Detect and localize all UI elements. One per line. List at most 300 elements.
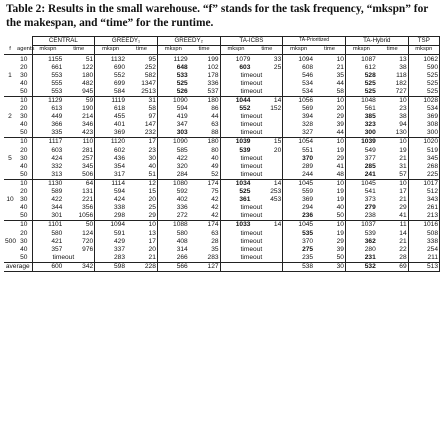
mkspn-cell: 235 xyxy=(283,253,314,262)
agents-cell: 20 xyxy=(16,63,32,71)
time-cell: 38 xyxy=(377,113,408,121)
agents-cell: 30 xyxy=(16,237,32,245)
mkspn-cell: 1044 xyxy=(220,96,251,105)
time-cell: 253 xyxy=(251,188,282,196)
mkspn-cell: 362 xyxy=(345,237,376,245)
time-header: time xyxy=(189,46,220,55)
tsp-mkspn-cell: 300 xyxy=(408,129,439,138)
time-cell: 40 xyxy=(314,204,345,212)
time-cell: 75 xyxy=(189,188,220,196)
time-cell: 356 xyxy=(63,204,94,212)
mkspn-cell: 534 xyxy=(283,88,314,97)
timeout-cell: timeout xyxy=(220,113,283,121)
average-label: average xyxy=(4,262,32,271)
subheader-row xyxy=(4,46,440,55)
agents-cell: 50 xyxy=(16,129,32,138)
mkspn-cell: 280 xyxy=(345,245,376,253)
time-header: time xyxy=(314,46,345,55)
agents-cell: 30 xyxy=(16,154,32,162)
mkspn-cell: 525 xyxy=(345,88,376,97)
mkspn-cell: 1054 xyxy=(283,138,314,147)
agents-cell: 30 xyxy=(16,113,32,121)
time-cell: 190 xyxy=(63,105,94,113)
timeout-cell: timeout xyxy=(220,237,283,245)
time-cell: 147 xyxy=(126,121,157,129)
frequency-cell: 2 xyxy=(4,96,16,137)
mkspn-cell: 1056 xyxy=(283,96,314,105)
time-cell: 44 xyxy=(314,129,345,138)
mkspn-cell: 549 xyxy=(345,146,376,154)
average-cell xyxy=(251,262,282,271)
time-cell: 17 xyxy=(377,188,408,196)
time-cell: 182 xyxy=(377,79,408,87)
results-table xyxy=(4,36,440,272)
f-header: f xyxy=(4,46,16,55)
time-header: time xyxy=(377,46,408,55)
solver-header-central: CENTRAL xyxy=(32,37,95,46)
time-cell: 50 xyxy=(314,212,345,221)
solver-header-tsp: TSP xyxy=(408,37,439,46)
mkspn-cell: 602 xyxy=(95,146,126,154)
time-cell: 281 xyxy=(63,146,94,154)
mkspn-cell: 613 xyxy=(32,105,63,113)
time-cell: 88 xyxy=(189,129,220,138)
time-cell: 124 xyxy=(63,229,94,237)
average-cell: 600 xyxy=(32,262,63,271)
mkspn-cell: 603 xyxy=(32,146,63,154)
table-row xyxy=(4,105,440,113)
time-cell: 64 xyxy=(63,179,94,188)
time-cell: 42 xyxy=(189,196,220,204)
time-cell: 10 xyxy=(314,55,345,64)
mkspn-cell: 539 xyxy=(345,229,376,237)
time-cell: 14 xyxy=(251,179,282,188)
tsp-mkspn-cell: 343 xyxy=(408,196,439,204)
time-cell: 19 xyxy=(314,196,345,204)
mkspn-cell: 313 xyxy=(32,171,63,180)
time-cell: 257 xyxy=(63,154,94,162)
average-cell: 127 xyxy=(189,262,220,271)
mkspn-cell: 244 xyxy=(283,171,314,180)
mkspn-cell: 323 xyxy=(345,121,376,129)
time-cell: 10 xyxy=(377,96,408,105)
time-cell: 51 xyxy=(63,55,94,64)
table-row xyxy=(4,55,440,64)
mkspn-cell: 369 xyxy=(95,129,126,138)
time-cell: 51 xyxy=(126,171,157,180)
mkspn-cell: 335 xyxy=(32,129,63,138)
time-cell: 48 xyxy=(314,171,345,180)
mkspn-cell: 525 xyxy=(157,79,188,87)
table-row xyxy=(4,63,440,71)
agents-cell: 10 xyxy=(16,96,32,105)
solver-header-ta-prioritized: TA-Prioritized xyxy=(283,37,346,46)
time-cell: 19 xyxy=(377,146,408,154)
mkspn-cell: 436 xyxy=(95,154,126,162)
mkspn-cell: 300 xyxy=(345,129,376,138)
tsp-mkspn-cell: 211 xyxy=(408,253,439,262)
mkspn-cell: 528 xyxy=(345,71,376,79)
average-cell: 532 xyxy=(345,262,376,271)
mkspn-header: mkspn xyxy=(345,46,376,55)
mkspn-cell: 317 xyxy=(95,171,126,180)
mkspn-cell: 603 xyxy=(220,63,251,71)
table-row xyxy=(4,88,440,97)
timeout-cell: timeout xyxy=(220,121,283,129)
agents-cell: 30 xyxy=(16,196,32,204)
agents-cell: 40 xyxy=(16,121,32,129)
time-cell: 13 xyxy=(126,229,157,237)
mkspn-cell: 303 xyxy=(157,129,188,138)
mkspn-cell: 241 xyxy=(345,171,376,180)
time-cell: 15 xyxy=(251,138,282,147)
table-row xyxy=(4,179,440,188)
mkspn-cell: 370 xyxy=(283,237,314,245)
mkspn-cell: 1090 xyxy=(157,138,188,147)
time-cell: 102 xyxy=(189,63,220,71)
time-cell: 95 xyxy=(126,55,157,64)
tsp-mkspn-cell: 213 xyxy=(408,212,439,221)
mkspn-cell: 338 xyxy=(95,204,126,212)
time-cell: 10 xyxy=(314,221,345,230)
time-cell: 35 xyxy=(189,245,220,253)
mkspn-cell: 347 xyxy=(157,121,188,129)
time-cell: 346 xyxy=(63,121,94,129)
time-cell: 29 xyxy=(314,154,345,162)
time-cell: 118 xyxy=(377,71,408,79)
time-cell: 52 xyxy=(189,171,220,180)
time-cell: 131 xyxy=(63,188,94,196)
time-cell: 174 xyxy=(189,179,220,188)
mkspn-header: mkspn xyxy=(220,46,251,55)
mkspn-cell: 589 xyxy=(32,188,63,196)
time-cell: 20 xyxy=(126,245,157,253)
time-cell: 178 xyxy=(189,71,220,79)
time-cell: 453 xyxy=(251,196,282,204)
mkspn-cell: 421 xyxy=(32,237,63,245)
timeout-cell: timeout xyxy=(220,229,283,237)
table-caption: Table 2: Results in the small warehouse. “f” stands for the task frequency, “mkspn” for the makespan, and “time” for the runtime. xyxy=(6,3,429,29)
tsp-mkspn-cell: 590 xyxy=(408,63,439,71)
time-cell: 33 xyxy=(251,55,282,64)
time-cell: 25 xyxy=(251,63,282,71)
time-cell: 232 xyxy=(126,129,157,138)
time-cell: 20 xyxy=(314,105,345,113)
mkspn-cell: 1088 xyxy=(157,221,188,230)
time-cell: 35 xyxy=(314,71,345,79)
mkspn-cell: 344 xyxy=(32,204,63,212)
table-row xyxy=(4,221,440,230)
mkspn-cell: 231 xyxy=(345,253,376,262)
solver-header-ta-hybrid: TA-Hybrid xyxy=(345,37,408,46)
tsp-mkspn-cell: 512 xyxy=(408,188,439,196)
mkspn-cell: 394 xyxy=(283,113,314,121)
mkspn-cell: 373 xyxy=(345,196,376,204)
mkspn-cell: 1048 xyxy=(345,96,376,105)
timeout-cell: timeout xyxy=(220,79,283,87)
time-cell: 130 xyxy=(377,129,408,138)
frequency-cell: 1 xyxy=(4,55,16,96)
mkspn-cell: 314 xyxy=(157,245,188,253)
average-cell: 513 xyxy=(408,262,439,271)
mkspn-cell: 1090 xyxy=(157,96,188,105)
time-cell: 582 xyxy=(126,71,157,79)
timeout-cell: timeout xyxy=(32,253,95,262)
mkspn-cell: 369 xyxy=(283,196,314,204)
table-row xyxy=(4,113,440,121)
mkspn-cell: 354 xyxy=(95,162,126,170)
time-cell: 63 xyxy=(189,121,220,129)
mkspn-cell: 370 xyxy=(283,154,314,162)
table-row xyxy=(4,204,440,212)
time-cell: 720 xyxy=(63,237,94,245)
mkspn-cell: 1094 xyxy=(283,55,314,64)
time-cell: 23 xyxy=(377,105,408,113)
mkspn-cell: 266 xyxy=(157,253,188,262)
table-row xyxy=(4,146,440,154)
agents-cell: 20 xyxy=(16,146,32,154)
tsp-mkspn-cell: 534 xyxy=(408,105,439,113)
mkspn-cell: 535 xyxy=(283,229,314,237)
mkspn-cell: 539 xyxy=(220,146,251,154)
agents-cell: 50 xyxy=(16,171,32,180)
mkspn-cell: 592 xyxy=(157,188,188,196)
table-row xyxy=(4,253,440,262)
mkspn-cell: 1087 xyxy=(345,55,376,64)
tsp-mkspn-cell: 308 xyxy=(408,121,439,129)
time-cell: 14 xyxy=(377,229,408,237)
table-row xyxy=(4,212,440,221)
time-cell: 15 xyxy=(126,188,157,196)
time-cell: 13 xyxy=(377,55,408,64)
solver-header-greedy2: GREEDY₂ xyxy=(157,37,220,46)
mkspn-cell: 591 xyxy=(95,229,126,237)
mkspn-cell: 584 xyxy=(95,88,126,97)
time-cell: 1347 xyxy=(126,79,157,87)
table-row xyxy=(4,188,440,196)
time-cell: 10 xyxy=(377,179,408,188)
mkspn-cell: 1033 xyxy=(220,221,251,230)
time-cell: 221 xyxy=(63,196,94,204)
mkspn-cell: 1045 xyxy=(283,179,314,188)
mkspn-cell: 337 xyxy=(95,245,126,253)
mkspn-cell: 559 xyxy=(283,188,314,196)
agents-cell: 10 xyxy=(16,221,32,230)
solver-header-greedy1: GREEDY₁ xyxy=(95,37,158,46)
mkspn-cell: 561 xyxy=(345,105,376,113)
average-cell: 342 xyxy=(63,262,94,271)
time-cell: 20 xyxy=(126,196,157,204)
time-cell: 39 xyxy=(314,121,345,129)
time-cell: 63 xyxy=(189,229,220,237)
mkspn-cell: 336 xyxy=(157,204,188,212)
mkspn-cell: 422 xyxy=(157,154,188,162)
table-row xyxy=(4,237,440,245)
mkspn-header: mkspn xyxy=(32,46,63,55)
time-cell: 21 xyxy=(314,63,345,71)
time-cell: 29 xyxy=(314,113,345,121)
mkspn-cell: 594 xyxy=(157,105,188,113)
mkspn-cell: 690 xyxy=(95,63,126,71)
time-cell: 180 xyxy=(189,138,220,147)
tsp-mkspn-cell: 268 xyxy=(408,162,439,170)
mkspn-header: mkspn xyxy=(283,46,314,55)
mkspn-cell: 553 xyxy=(32,71,63,79)
mkspn-cell: 429 xyxy=(95,237,126,245)
time-cell: 97 xyxy=(126,113,157,121)
time-cell: 58 xyxy=(126,105,157,113)
time-cell: 57 xyxy=(377,171,408,180)
timeout-cell: timeout xyxy=(220,71,283,79)
mkspn-cell: 1045 xyxy=(283,221,314,230)
time-cell: 10 xyxy=(314,96,345,105)
mkspn-cell: 238 xyxy=(345,212,376,221)
time-cell: 14 xyxy=(251,221,282,230)
table-row xyxy=(4,138,440,147)
time-cell: 44 xyxy=(189,113,220,121)
time-cell: 50 xyxy=(314,253,345,262)
time-header: time xyxy=(126,46,157,55)
tsp-mkspn-cell: 508 xyxy=(408,229,439,237)
mkspn-cell: 1034 xyxy=(220,179,251,188)
tsp-mkspn-cell: 338 xyxy=(408,237,439,245)
timeout-cell: timeout xyxy=(220,171,283,180)
average-cell xyxy=(220,262,251,271)
mkspn-cell: 1132 xyxy=(95,55,126,64)
time-cell: 23 xyxy=(126,146,157,154)
mkspn-cell: 553 xyxy=(32,88,63,97)
table-row xyxy=(4,171,440,180)
mkspn-cell: 1080 xyxy=(157,179,188,188)
time-cell: 38 xyxy=(377,63,408,71)
time-cell: 174 xyxy=(189,221,220,230)
time-cell: 50 xyxy=(63,221,94,230)
time-cell: 283 xyxy=(189,253,220,262)
time-cell: 21 xyxy=(377,196,408,204)
time-cell: 49 xyxy=(189,162,220,170)
time-cell: 17 xyxy=(126,138,157,147)
time-cell: 2513 xyxy=(126,88,157,97)
average-cell: 538 xyxy=(283,262,314,271)
agents-cell: 10 xyxy=(16,179,32,188)
mkspn-cell: 424 xyxy=(32,154,63,162)
time-cell: 506 xyxy=(63,171,94,180)
tsp-mkspn-cell: 261 xyxy=(408,204,439,212)
mkspn-cell: 525 xyxy=(220,188,251,196)
mkspn-cell: 569 xyxy=(283,105,314,113)
time-cell: 41 xyxy=(314,162,345,170)
time-cell: 152 xyxy=(251,105,282,113)
table-row xyxy=(4,129,440,138)
time-cell: 80 xyxy=(189,146,220,154)
time-cell: 21 xyxy=(377,154,408,162)
mkspn-cell: 377 xyxy=(345,154,376,162)
time-cell: 1056 xyxy=(63,212,94,221)
results-body xyxy=(4,55,440,271)
agents-cell: 40 xyxy=(16,204,32,212)
timeout-cell: timeout xyxy=(220,129,283,138)
time-cell: 110 xyxy=(63,138,94,147)
time-cell: 42 xyxy=(189,212,220,221)
mkspn-cell: 1129 xyxy=(32,96,63,105)
mkspn-cell: 236 xyxy=(283,212,314,221)
average-cell: 30 xyxy=(314,262,345,271)
table-row xyxy=(4,71,440,79)
mkspn-header: mkspn xyxy=(157,46,188,55)
mkspn-cell: 408 xyxy=(157,237,188,245)
frequency-cell: 500 xyxy=(4,221,16,262)
tsp-mkspn-cell: 254 xyxy=(408,245,439,253)
time-header: time xyxy=(63,46,94,55)
agents-cell: 20 xyxy=(16,105,32,113)
time-cell: 29 xyxy=(377,204,408,212)
time-cell: 19 xyxy=(314,188,345,196)
time-cell: 58 xyxy=(314,88,345,97)
mkspn-cell: 580 xyxy=(157,229,188,237)
tsp-mkspn-cell: 1028 xyxy=(408,96,439,105)
mkspn-cell: 699 xyxy=(95,79,126,87)
mkspn-cell: 608 xyxy=(283,63,314,71)
time-cell: 28 xyxy=(189,237,220,245)
timeout-cell: timeout xyxy=(220,253,283,262)
agents-cell: 20 xyxy=(16,229,32,237)
mkspn-cell: 401 xyxy=(95,121,126,129)
agents-cell: 50 xyxy=(16,253,32,262)
table-row xyxy=(4,162,440,170)
time-cell: 252 xyxy=(126,63,157,71)
mkspn-cell: 320 xyxy=(157,162,188,170)
table-row xyxy=(4,245,440,253)
time-cell: 180 xyxy=(189,96,220,105)
mkspn-cell: 385 xyxy=(345,113,376,121)
mkspn-cell: 455 xyxy=(95,113,126,121)
time-cell: 59 xyxy=(63,96,94,105)
mkspn-cell: 272 xyxy=(157,212,188,221)
mkspn-cell: 298 xyxy=(95,212,126,221)
time-cell: 22 xyxy=(377,245,408,253)
average-cell: 228 xyxy=(126,262,157,271)
time-cell: 336 xyxy=(189,79,220,87)
table-row xyxy=(4,79,440,87)
time-cell: 39 xyxy=(314,245,345,253)
mkspn-cell: 546 xyxy=(283,71,314,79)
time-cell: 42 xyxy=(189,204,220,212)
time-cell: 10 xyxy=(314,179,345,188)
mkspn-cell: 1101 xyxy=(32,221,63,230)
time-cell: 17 xyxy=(126,237,157,245)
mkspn-cell: 1039 xyxy=(220,138,251,147)
mkspn-cell: 1130 xyxy=(32,179,63,188)
agents-cell: 50 xyxy=(16,212,32,221)
agents-cell: 10 xyxy=(16,55,32,64)
time-cell: 29 xyxy=(314,237,345,245)
time-cell: 19 xyxy=(314,146,345,154)
mkspn-cell: 1119 xyxy=(95,96,126,105)
time-cell: 423 xyxy=(63,129,94,138)
mkspn-cell: 283 xyxy=(95,253,126,262)
solver-header-ta-icbs: TA-ICBS xyxy=(220,37,283,46)
timeout-cell: timeout xyxy=(220,162,283,170)
time-cell: 40 xyxy=(126,162,157,170)
mkspn-cell: 555 xyxy=(32,79,63,87)
tsp-mkspn-cell: 1016 xyxy=(408,221,439,230)
timeout-cell: timeout xyxy=(220,245,283,253)
agents-cell: 50 xyxy=(16,88,32,97)
mkspn-cell: 328 xyxy=(283,121,314,129)
mkspn-cell: 294 xyxy=(283,204,314,212)
time-cell: 31 xyxy=(377,162,408,170)
tsp-mkspn-cell: 519 xyxy=(408,146,439,154)
